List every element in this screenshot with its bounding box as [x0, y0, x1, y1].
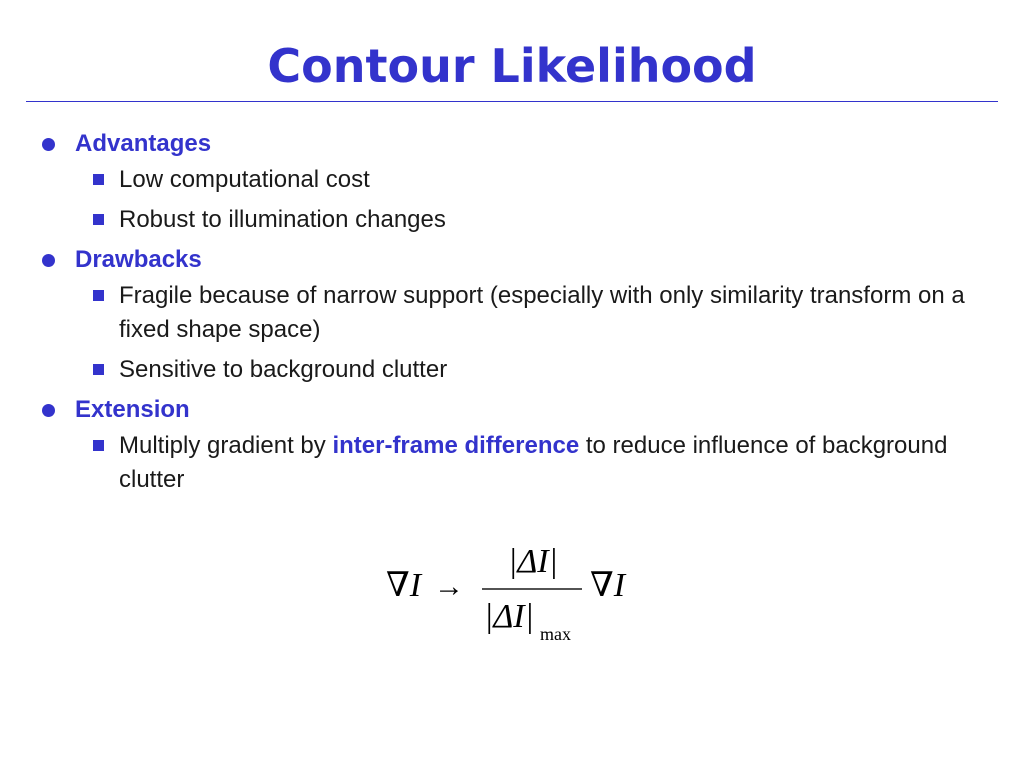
list-item: [42, 279, 1002, 347]
circle-bullet-icon: [42, 404, 55, 417]
list-item-text-after: to reduce influence of background clutter: [119, 432, 948, 493]
list-item-text: Sensitive to background clutter: [119, 356, 448, 383]
formula-denominator: |ΔI|: [484, 598, 534, 635]
square-bullet-icon: [93, 290, 104, 301]
circle-bullet-icon: [42, 138, 55, 151]
formula: [386, 534, 646, 654]
square-bullet-icon: [93, 174, 104, 185]
section-drawbacks: [42, 243, 1002, 277]
formula-arrow: →: [434, 570, 464, 603]
formula-rhs: ∇I: [590, 567, 626, 604]
title-divider: [26, 101, 998, 102]
bullet-list: [42, 125, 1002, 503]
formula-numerator: |ΔI|: [508, 543, 558, 580]
list-item: [42, 429, 1002, 497]
section-heading: Advantages: [75, 130, 212, 157]
circle-bullet-icon: [42, 254, 55, 267]
section-heading: Extension: [75, 396, 190, 423]
section-heading: Drawbacks: [75, 246, 202, 273]
list-item-text: Low computational cost: [119, 166, 370, 193]
square-bullet-icon: [93, 440, 104, 451]
formula-denominator-subscript: max: [540, 624, 571, 644]
list-item: [42, 163, 1002, 197]
section-extension: [42, 393, 1002, 427]
list-item-text-before: Multiply gradient by: [119, 432, 333, 459]
list-item-text: Fragile because of narrow support (especially with only similarity transform on a fixed shape space): [119, 282, 965, 343]
section-advantages: [42, 127, 1002, 161]
square-bullet-icon: [93, 214, 104, 225]
list-item-text: Robust to illumination changes: [119, 206, 446, 233]
highlight-term: inter-frame difference: [332, 432, 580, 459]
list-item: [42, 203, 1002, 237]
square-bullet-icon: [93, 364, 104, 375]
formula-lhs: ∇I: [386, 567, 422, 604]
slide-title: Contour Likelihood: [267, 39, 757, 93]
list-item: [42, 353, 1002, 387]
